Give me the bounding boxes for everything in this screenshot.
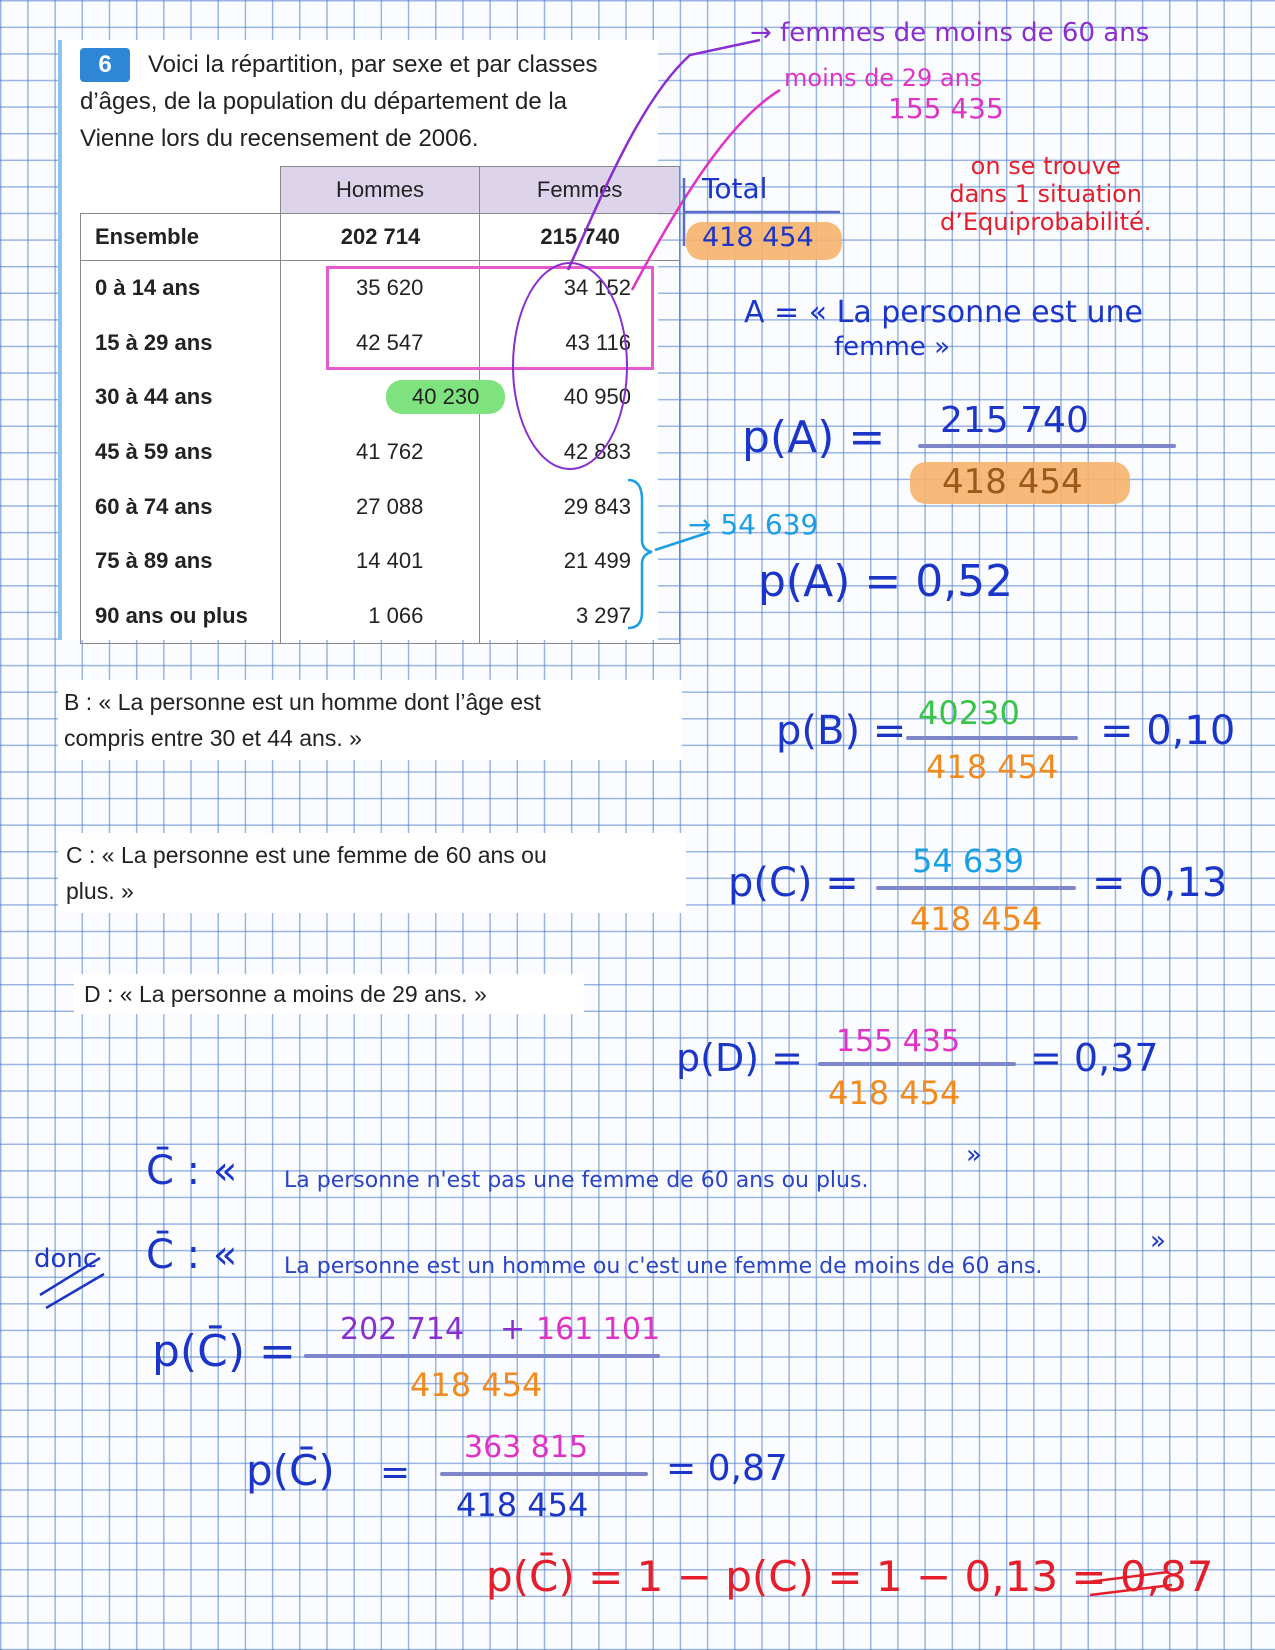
row-label: 75 à 89 ans [81,534,281,589]
pcbar2-label: p(C̄) [246,1446,335,1495]
pa-denominator: 418 454 [942,462,1083,502]
note-moins-29: moins de 29 ans [784,64,983,92]
pc-result: = 0,13 [1092,860,1228,906]
pcbar2-equals: = [380,1452,411,1493]
pd-fraction-bar [818,1062,1016,1066]
total-hommes: 202 714 [280,214,480,261]
equi-line-3: d’Equiprobabilité. [940,208,1152,236]
question-c-line-1: C : « La personne est une femme de 60 ans ou [66,842,547,868]
pcbar2-fraction-bar [440,1472,648,1476]
pa-numerator: 215 740 [940,400,1089,441]
intro-line-2: d’âges, de la population du département de la [80,88,568,115]
row-label: Ensemble [81,214,281,261]
pcbar-numerator-b: 161 101 [536,1312,661,1347]
pcbar2-denominator: 418 454 [456,1486,589,1524]
pcbar2-result: = 0,87 [666,1448,788,1489]
total-femmes: 215 740 [480,214,680,261]
cell-hommes: 35 620 [280,261,480,316]
cell-hommes: 14 401 [280,534,480,589]
cell-femmes: 42 883 [480,425,680,480]
note-event-a [744,296,1143,364]
intro-line-1: Voici la répartition, par sexe et par classes [148,51,598,78]
cell-hommes: 1 066 [280,589,480,644]
cell-femmes: 40 950 [480,370,680,425]
highlighted-value: 40 230 [386,380,505,414]
cbar-text-1: La personne n'est pas une femme de 60 ans ou plus. [284,1168,869,1193]
pd-numerator: 155 435 [836,1024,961,1059]
equi-line-2: dans 1 situation [949,180,1143,208]
note-moins-29-value: 155 435 [888,92,1004,125]
cell-femmes: 21 499 [480,534,680,589]
final-computation: p(C̄) = 1 − p(C) = 1 − 0,13 = 0,87 [486,1552,1214,1601]
cell-hommes: 41 762 [280,425,480,480]
pa-result: p(A) = 0,52 [758,556,1014,607]
pa-fraction-bar [918,444,1176,448]
note-total-value: 418 454 [702,222,814,253]
header-hommes: Hommes [280,167,480,214]
pc-fraction-bar [876,886,1076,890]
pb-numerator: 40230 [918,694,1020,732]
pb-fraction-bar [906,736,1078,740]
pc-numerator: 54 639 [912,842,1024,880]
cbar-text-2: La personne est un homme ou c'est une femme de moins de 60 ans. [284,1254,1043,1279]
cell-femmes: 29 843 [480,479,680,534]
cell-hommes: 42 547 [280,316,480,371]
cyan-brace [628,480,652,628]
cell-femmes: 43 116 [480,316,680,371]
pcbar-label: p(C̄) = [152,1326,296,1377]
note-equiprobabilite [940,152,1151,236]
cbar-label-1: C̄ : « [146,1148,238,1194]
exercise-number-badge: 6 [80,48,130,82]
cell-femmes: 34 152 [480,261,680,316]
row-label: 45 à 59 ans [81,425,281,480]
cell-femmes: 3 297 [480,589,680,644]
pa-label: p(A) = [742,412,886,463]
pb-result: = 0,10 [1100,708,1236,754]
question-c-line-2: plus. » [66,878,134,904]
pc-label: p(C) = [728,860,859,906]
question-b-line-2: compris entre 30 et 44 ans. » [64,725,362,751]
header-femmes: Femmes [480,167,680,214]
pd-result: = 0,37 [1030,1036,1159,1080]
row-label: 15 à 29 ans [81,316,281,371]
pcbar-fraction-bar [304,1354,660,1358]
question-d-line-1: D : « La personne a moins de 29 ans. » [84,981,487,1007]
row-label: 0 à 14 ans [81,261,281,316]
cbar-label-2: C̄ : « [146,1232,238,1278]
equi-line-1: on se trouve [970,152,1121,180]
pcbar-denominator: 418 454 [410,1366,543,1404]
row-label: 60 à 74 ans [81,479,281,534]
question-b-line-1: B : « La personne est un homme dont l’âge est [64,689,541,715]
cbar-close-1: » [966,1140,982,1170]
cell-hommes: 27 088 [280,479,480,534]
row-label: 90 ans ou plus [81,589,281,644]
note-sum-60-plus: → 54 639 [688,508,819,541]
row-label: 30 à 44 ans [81,370,281,425]
pcbar2-numerator: 363 815 [464,1430,589,1465]
pcbar-numerator-a: 202 714 [340,1312,465,1347]
note-femmes-moins-60: → femmes de moins de 60 ans [750,18,1150,48]
cbar-close-2: » [1150,1226,1166,1256]
note-total-label: Total [702,172,768,205]
pd-label: p(D) = [676,1036,803,1080]
note-donc: donc [34,1244,98,1274]
pb-denominator: 418 454 [926,748,1059,786]
pcbar-plus: + [500,1312,526,1347]
pb-label: p(B) = [776,708,907,754]
intro-line-3: Vienne lors du recensement de 2006. [80,125,479,152]
pd-denominator: 418 454 [828,1074,961,1112]
event-a-line-2: femme » [834,332,950,362]
pc-denominator: 418 454 [910,900,1043,938]
event-a-line-1: A = « La personne est une [744,295,1143,330]
